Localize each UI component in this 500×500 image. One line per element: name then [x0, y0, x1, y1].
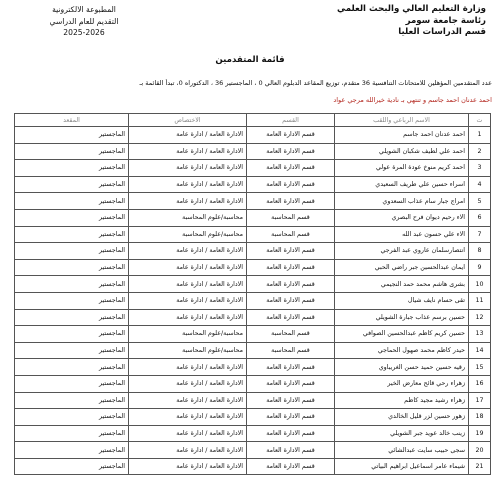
seat-cell: الماجستير [15, 458, 129, 475]
row-number: 14 [469, 342, 491, 359]
table-row [15, 458, 491, 475]
col-name-header: الاسم الرباعي واللقب [335, 114, 469, 127]
department-cell: قسم الادارة العامة [247, 292, 335, 309]
applicant-name: زهراء رشيد مجيد كاظم [335, 392, 469, 409]
department-cell: قسم المحاسبة [247, 326, 335, 343]
seat-cell: الماجستير [15, 342, 129, 359]
table-row [15, 409, 491, 426]
department-cell: قسم الادارة العامة [247, 259, 335, 276]
row-number: 11 [469, 292, 491, 309]
seat-cell: الماجستير [15, 259, 129, 276]
specialization-cell: الادارة العامة / ادارة عامة [129, 292, 247, 309]
row-number: 9 [469, 259, 491, 276]
department-cell: قسم الادارة العامة [247, 359, 335, 376]
row-number: 15 [469, 359, 491, 376]
table-row [15, 259, 491, 276]
seat-cell: الماجستير [15, 292, 129, 309]
row-number: 1 [469, 127, 491, 144]
row-number: 12 [469, 309, 491, 326]
page-title: قائمة المتقدمين [215, 55, 285, 65]
applicant-name: احمد عدنان احمد جاسم [335, 127, 469, 144]
table-row [15, 243, 491, 260]
academic-year: 2025-2026 [63, 28, 105, 37]
specialization-cell: الادارة العامة / ادارة عامة [129, 359, 247, 376]
table-row [15, 193, 491, 210]
table-row [15, 309, 491, 326]
specialization-cell: الادارة العامة / ادارة عامة [129, 375, 247, 392]
specialization-cell: محاسبة/علوم المحاسبة [129, 209, 247, 226]
applicant-name: حيدر كاظم محمد صهول الحماجي [335, 342, 469, 359]
seat-cell: الماجستير [15, 409, 129, 426]
table-row [15, 143, 491, 160]
form-type: المطبوعة الالكترونية [52, 5, 116, 14]
applicant-name: احمد علي لطيف شكبان الشويلي [335, 143, 469, 160]
department-cell: قسم المحاسبة [247, 342, 335, 359]
department-cell: قسم الادارة العامة [247, 160, 335, 177]
department-cell: قسم الادارة العامة [247, 375, 335, 392]
applicant-name: شيماء عامر اسماعيل ابراهيم البياتي [335, 458, 469, 475]
department-cell: قسم الادارة العامة [247, 193, 335, 210]
summary-text: عدد المتقدمين المؤهلين للامتحانات التنافسية 36 متقدم، توزيع المقاعد الدبلوم العالي 0 ، الماجستير 36 ، الدكتوراه 0، تبدأ القائمة بـ [139, 79, 492, 87]
department-cell: قسم الادارة العامة [247, 442, 335, 459]
department-cell: قسم الادارة العامة [247, 425, 335, 442]
department-cell: قسم الادارة العامة [247, 309, 335, 326]
specialization-cell: الادارة العامة / ادارة عامة [129, 309, 247, 326]
department-cell: قسم الادارة العامة [247, 409, 335, 426]
specialization-cell: الادارة العامة / ادارة عامة [129, 259, 247, 276]
seat-cell: الماجستير [15, 375, 129, 392]
row-number: 5 [469, 193, 491, 210]
department-cell: قسم الادارة العامة [247, 127, 335, 144]
table-header-row [15, 114, 491, 127]
applicant-name: امراج جبار سام عذاب السعدوي [335, 193, 469, 210]
row-number: 21 [469, 458, 491, 475]
applicant-name: زينب خالد عويد جبر الشويلي [335, 425, 469, 442]
seat-cell: الماجستير [15, 226, 129, 243]
seat-cell: الماجستير [15, 442, 129, 459]
specialization-cell: محاسبة/علوم المحاسبة [129, 226, 247, 243]
row-number: 8 [469, 243, 491, 260]
specialization-cell: الادارة العامة / ادارة عامة [129, 176, 247, 193]
applicant-name: تقى حسام نايف شيال [335, 292, 469, 309]
department-cell: قسم الادارة العامة [247, 176, 335, 193]
applicant-name: حسين كريم كاظم عبدالحسين الصوافي [335, 326, 469, 343]
applicants-table [14, 113, 491, 475]
row-number: 3 [469, 160, 491, 177]
ministry-header [286, 4, 486, 39]
applicant-name: حسين برسم عذاب جبارة الشويلي [335, 309, 469, 326]
col-department-header: القسم [247, 114, 335, 127]
specialization-cell: الادارة العامة / ادارة عامة [129, 127, 247, 144]
specialization-cell: محاسبة/علوم المحاسبة [129, 326, 247, 343]
specialization-cell: الادارة العامة / ادارة عامة [129, 160, 247, 177]
table-row [15, 326, 491, 343]
row-number: 10 [469, 276, 491, 293]
academic-year-label: التقديم للعام الدراسي [49, 16, 119, 26]
seat-cell: الماجستير [15, 209, 129, 226]
applicant-name: انتصارسلمان عاروي عبد الفرجي [335, 243, 469, 260]
specialization-cell: الادارة العامة / ادارة عامة [129, 143, 247, 160]
department-name: قسم الدراسات العليا [398, 27, 486, 37]
col-seat-header: المقعد [15, 114, 129, 127]
department-cell: قسم الادارة العامة [247, 276, 335, 293]
table-row [15, 276, 491, 293]
seat-cell: الماجستير [15, 176, 129, 193]
specialization-cell: محاسبة/علوم المحاسبة [129, 342, 247, 359]
specialization-cell: الادارة العامة / ادارة عامة [129, 243, 247, 260]
seat-cell: الماجستير [15, 143, 129, 160]
specialization-cell: الادارة العامة / ادارة عامة [129, 458, 247, 475]
table-row [15, 160, 491, 177]
table-row [15, 226, 491, 243]
row-number: 18 [469, 409, 491, 426]
applicant-name: زهور حسين لزر قليل الخالدي [335, 409, 469, 426]
department-cell: قسم الادارة العامة [247, 243, 335, 260]
seat-cell: الماجستير [15, 160, 129, 177]
form-header [14, 4, 154, 39]
department-cell: قسم الادارة العامة [247, 458, 335, 475]
department-cell: قسم الادارة العامة [247, 392, 335, 409]
table-row [15, 425, 491, 442]
table-row [15, 127, 491, 144]
seat-cell: الماجستير [15, 243, 129, 260]
applicant-name: زهراء رحي قائح معارض الخير [335, 375, 469, 392]
table-row [15, 375, 491, 392]
seat-cell: الماجستير [15, 127, 129, 144]
range-note: احمد عدنان احمد جاسم و تنتهي بـ نادية خيرالله مرجي عواد [333, 96, 492, 104]
seat-cell: الماجستير [15, 276, 129, 293]
applicant-name: الاء رحيم ديوان فرح البصري [335, 209, 469, 226]
seat-cell: الماجستير [15, 309, 129, 326]
row-number: 6 [469, 209, 491, 226]
table-row [15, 359, 491, 376]
seat-cell: الماجستير [15, 359, 129, 376]
specialization-cell: الادارة العامة / ادارة عامة [129, 276, 247, 293]
row-number: 4 [469, 176, 491, 193]
row-number: 2 [469, 143, 491, 160]
table-row [15, 292, 491, 309]
table-row [15, 392, 491, 409]
row-number: 20 [469, 442, 491, 459]
specialization-cell: الادارة العامة / ادارة عامة [129, 392, 247, 409]
department-cell: قسم المحاسبة [247, 226, 335, 243]
seat-cell: الماجستير [15, 425, 129, 442]
applicant-name: احمد كريم منوخ عودة المرة عولي [335, 160, 469, 177]
table-row [15, 342, 491, 359]
specialization-cell: الادارة العامة / ادارة عامة [129, 425, 247, 442]
col-specialization-header: الاختصاص [129, 114, 247, 127]
seat-cell: الماجستير [15, 392, 129, 409]
applicant-name: رقيه حسين حميد حسن الغريباوي [335, 359, 469, 376]
table-row [15, 442, 491, 459]
row-number: 19 [469, 425, 491, 442]
specialization-cell: الادارة العامة / ادارة عامة [129, 193, 247, 210]
applicant-name: بشرى هاشم محمد حمد النجيمي [335, 276, 469, 293]
applicant-name: ايمان عبدالحسين جبر راضي الحبي [335, 259, 469, 276]
row-number: 7 [469, 226, 491, 243]
table-body [15, 127, 491, 475]
applicant-name: سجى حبيب سايت عبدالشائي [335, 442, 469, 459]
row-number: 13 [469, 326, 491, 343]
col-number-header: ت [469, 114, 491, 127]
specialization-cell: الادارة العامة / ادارة عامة [129, 409, 247, 426]
specialization-cell: الادارة العامة / ادارة عامة [129, 442, 247, 459]
seat-cell: الماجستير [15, 326, 129, 343]
applicant-name: الاء علي حسون عبد الله [335, 226, 469, 243]
department-cell: قسم المحاسبة [247, 209, 335, 226]
department-cell: قسم الادارة العامة [247, 143, 335, 160]
table-row [15, 176, 491, 193]
row-number: 17 [469, 392, 491, 409]
applicant-name: اسراء حسين علي طريف السعيدي [335, 176, 469, 193]
ministry-name: وزارة التعليم العالي والبحث العلمي [337, 4, 486, 14]
row-number: 16 [469, 375, 491, 392]
university-name: رئاسة جامعة سومر [405, 15, 486, 26]
table-row [15, 209, 491, 226]
seat-cell: الماجستير [15, 193, 129, 210]
